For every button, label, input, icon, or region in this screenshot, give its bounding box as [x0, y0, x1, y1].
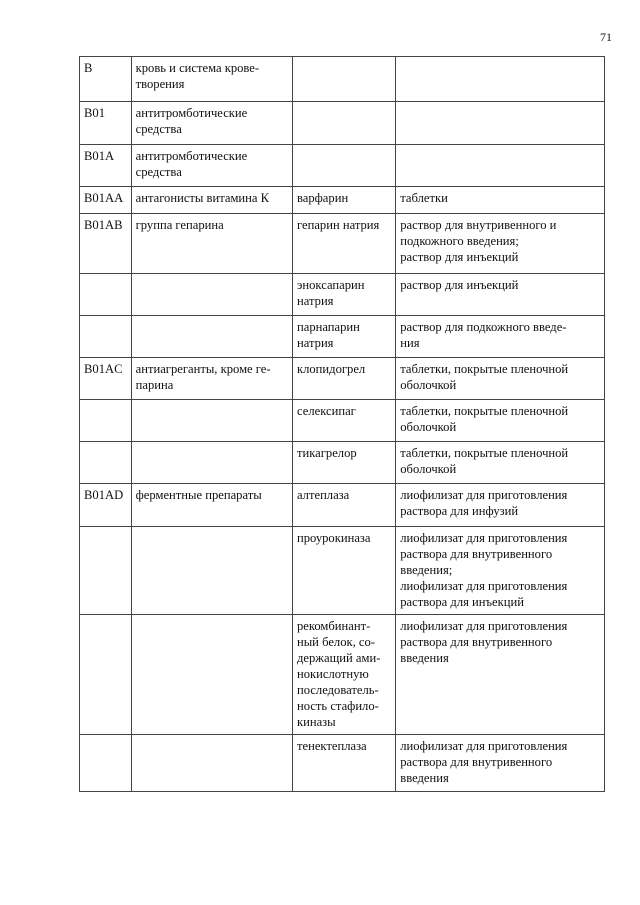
atc-code-cell: B01AB	[80, 214, 132, 274]
table-body	[80, 57, 605, 792]
dosage-form-cell: таблетки, покрытые пленочной оболочкой	[396, 400, 605, 442]
anatomical-group-cell: ферментные препараты	[131, 484, 292, 527]
atc-code-cell	[80, 400, 132, 442]
drug-name-cell: парнапарин натрия	[292, 316, 395, 358]
dosage-form-cell: раствор для подкожного введе- ния	[396, 316, 605, 358]
atc-code-cell: B01AD	[80, 484, 132, 527]
table-row	[80, 316, 605, 358]
drug-name-cell: варфарин	[292, 187, 395, 214]
drug-name-cell	[292, 57, 395, 102]
table-row	[80, 214, 605, 274]
drug-name-cell	[292, 102, 395, 145]
drug-name-cell: тикагрелор	[292, 442, 395, 484]
anatomical-group-cell	[131, 274, 292, 316]
dosage-form-cell: раствор для инъекций	[396, 274, 605, 316]
page-number: 71	[600, 30, 612, 44]
table-row	[80, 442, 605, 484]
atc-code-cell	[80, 527, 132, 615]
table-row	[80, 187, 605, 214]
atc-code-cell: B01A	[80, 145, 132, 187]
anatomical-group-cell: антагонисты витамина К	[131, 187, 292, 214]
dosage-form-cell: лиофилизат для приготовления раствора для внутривенного введения	[396, 735, 605, 792]
dosage-form-cell: раствор для внутривенного и подкожного введения; раствор для инъекций	[396, 214, 605, 274]
atc-code-cell	[80, 615, 132, 735]
atc-code-cell	[80, 442, 132, 484]
drug-name-cell	[292, 145, 395, 187]
table-row	[80, 145, 605, 187]
table-row	[80, 274, 605, 316]
dosage-form-cell	[396, 57, 605, 102]
atc-code-cell: B01AC	[80, 358, 132, 400]
table-row	[80, 527, 605, 615]
dosage-form-cell: лиофилизат для приготовления раствора для внутривенного введения	[396, 615, 605, 735]
drug-name-cell: селексипаг	[292, 400, 395, 442]
drug-name-cell: рекомбинант- ный белок, со- держащий ами- нокислотную последователь- ность стафило- киназы	[292, 615, 395, 735]
atc-code-cell	[80, 735, 132, 792]
table-row	[80, 57, 605, 102]
table-row	[80, 358, 605, 400]
drug-name-cell: тенектеплаза	[292, 735, 395, 792]
drug-name-cell: клопидогрел	[292, 358, 395, 400]
anatomical-group-cell: кровь и система крове- творения	[131, 57, 292, 102]
dosage-form-cell: лиофилизат для приготовления раствора для внутривенного введения; лиофилизат для приготовления раствора для инъекций	[396, 527, 605, 615]
drug-name-cell: гепарин натрия	[292, 214, 395, 274]
atc-code-cell: B	[80, 57, 132, 102]
anatomical-group-cell: группа гепарина	[131, 214, 292, 274]
anatomical-group-cell	[131, 527, 292, 615]
atc-code-cell: B01AA	[80, 187, 132, 214]
anatomical-group-cell	[131, 615, 292, 735]
anatomical-group-cell	[131, 316, 292, 358]
anatomical-group-cell	[131, 442, 292, 484]
atc-code-cell	[80, 274, 132, 316]
drug-table	[79, 56, 605, 792]
anatomical-group-cell: антитромботические средства	[131, 145, 292, 187]
drug-name-cell: алтеплаза	[292, 484, 395, 527]
table-row	[80, 735, 605, 792]
dosage-form-cell: таблетки, покрытые пленочной оболочкой	[396, 358, 605, 400]
drug-name-cell: проурокиназа	[292, 527, 395, 615]
drug-name-cell: эноксапарин натрия	[292, 274, 395, 316]
atc-code-cell: B01	[80, 102, 132, 145]
anatomical-group-cell: антиагреганты, кроме ге- парина	[131, 358, 292, 400]
anatomical-group-cell	[131, 735, 292, 792]
anatomical-group-cell	[131, 400, 292, 442]
dosage-form-cell: лиофилизат для приготовления раствора для инфузий	[396, 484, 605, 527]
table-row	[80, 400, 605, 442]
table-row	[80, 615, 605, 735]
dosage-form-cell: таблетки	[396, 187, 605, 214]
dosage-form-cell	[396, 102, 605, 145]
dosage-form-cell	[396, 145, 605, 187]
anatomical-group-cell: антитромботические средства	[131, 102, 292, 145]
table-row	[80, 102, 605, 145]
atc-code-cell	[80, 316, 132, 358]
dosage-form-cell: таблетки, покрытые пленочной оболочкой	[396, 442, 605, 484]
table-row	[80, 484, 605, 527]
